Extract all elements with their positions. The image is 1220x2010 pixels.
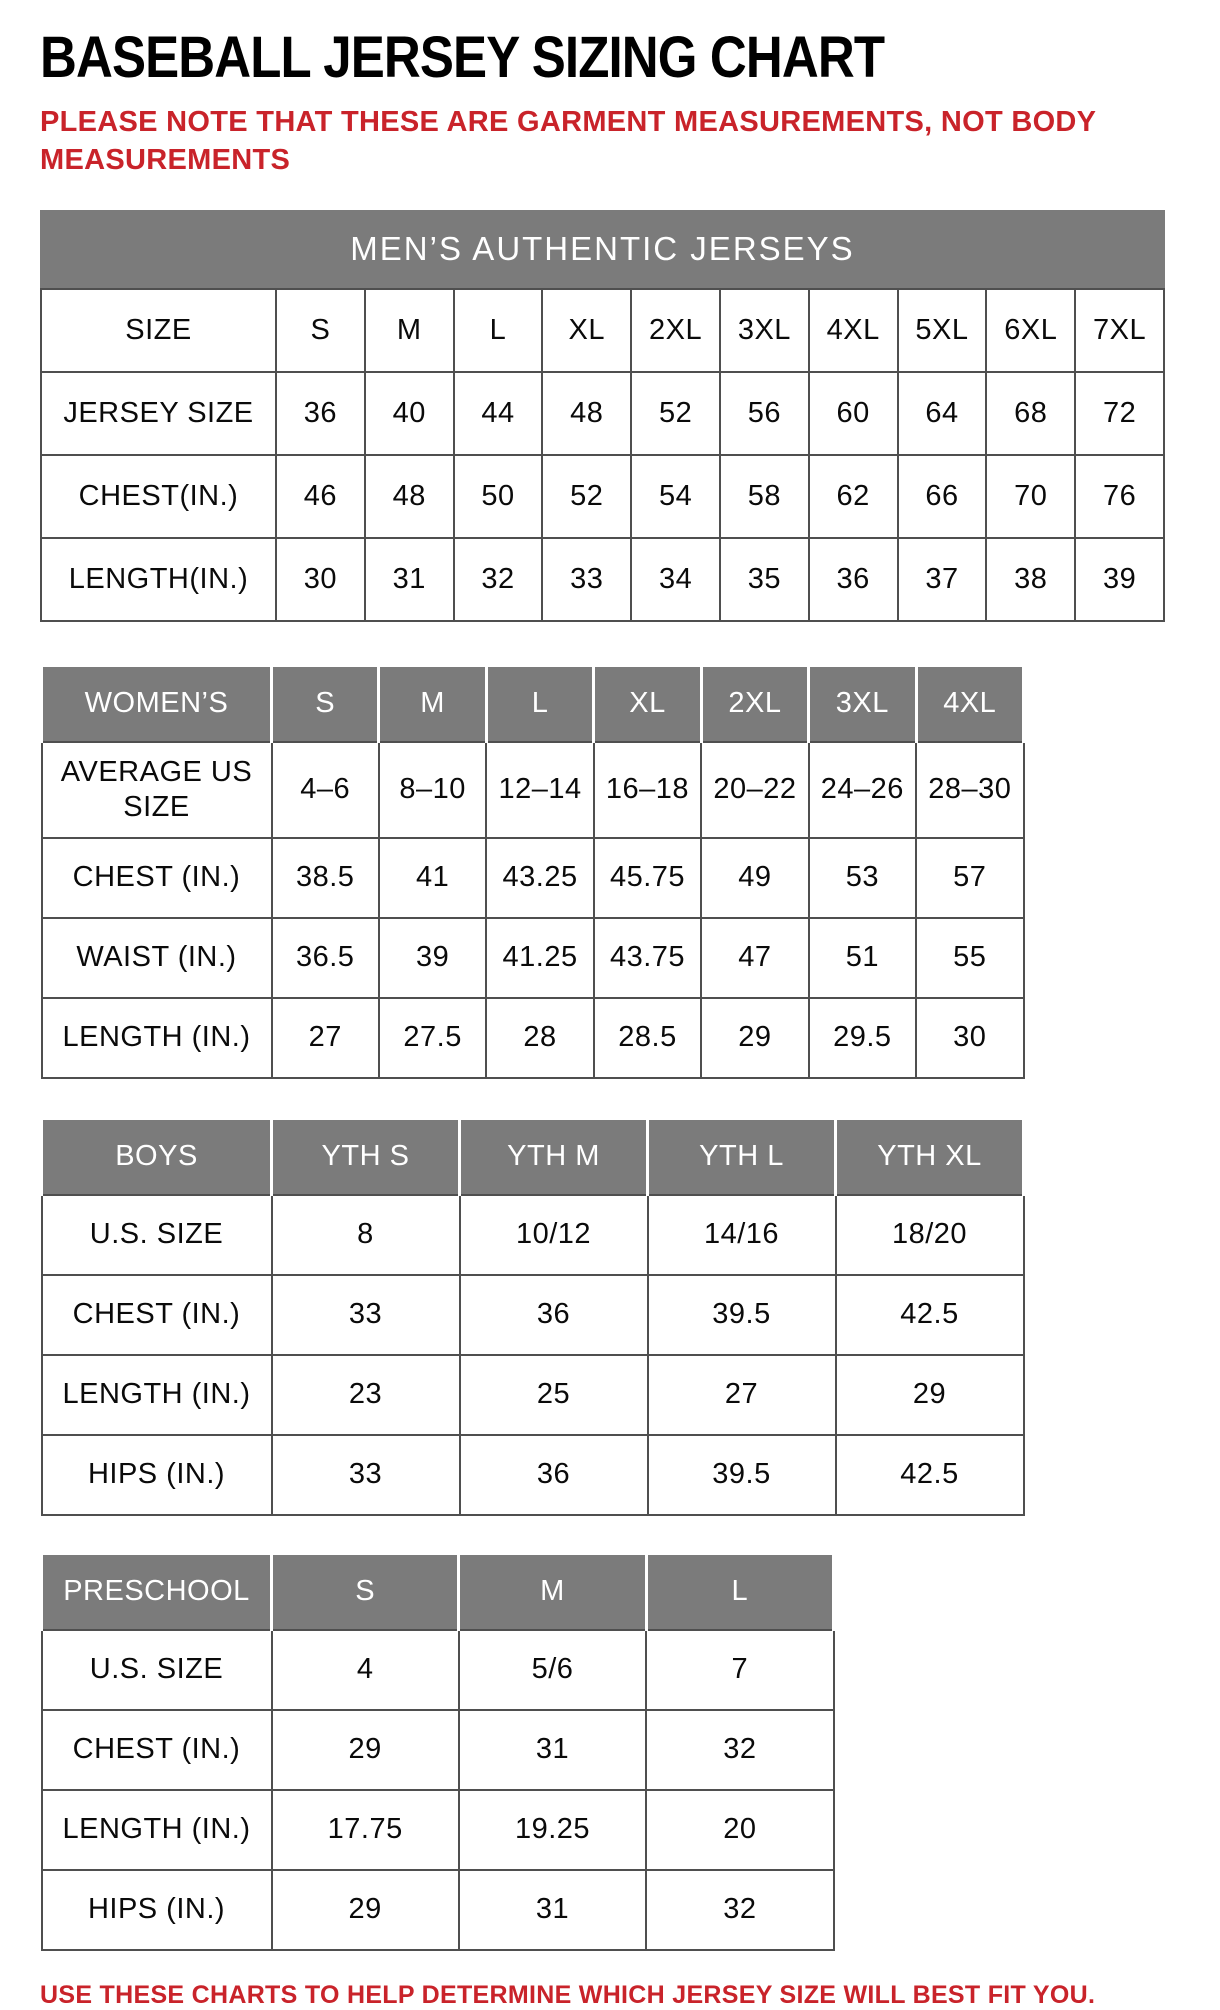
table-cell: 36.5: [272, 918, 379, 998]
table-cell: 28: [486, 998, 593, 1078]
table-cell: 3XL: [720, 289, 809, 372]
header-row-label: PRESCHOOL: [42, 1553, 272, 1630]
column-header: S: [272, 1553, 459, 1630]
row-label: LENGTH(IN.): [41, 538, 276, 621]
table-cell: 68: [986, 372, 1075, 455]
column-header: L: [486, 665, 593, 742]
table-cell: 38: [986, 538, 1075, 621]
table-cell: 31: [365, 538, 454, 621]
table-cell: 48: [365, 455, 454, 538]
column-header: 4XL: [916, 665, 1023, 742]
table-cell: 42.5: [836, 1275, 1024, 1355]
table-cell: 7XL: [1075, 289, 1164, 372]
table-cell: 28.5: [594, 998, 701, 1078]
table-cell: 25: [460, 1355, 648, 1435]
row-label: HIPS (IN.): [42, 1870, 272, 1950]
row-label: CHEST (IN.): [42, 1275, 272, 1355]
table-cell: 36: [276, 372, 365, 455]
row-label: HIPS (IN.): [42, 1435, 272, 1515]
table-cell: 62: [809, 455, 898, 538]
column-header: 3XL: [809, 665, 916, 742]
measurement-note-line2: MEASUREMENTS: [40, 144, 291, 177]
table-cell: 76: [1075, 455, 1164, 538]
table-cell: 4–6: [272, 742, 379, 838]
table-row: [42, 1435, 1024, 1515]
table-row: [42, 1790, 834, 1870]
preschool-table: [40, 1552, 835, 1951]
table-row: [41, 455, 1164, 538]
table-cell: 29: [272, 1710, 459, 1790]
table-cell: 27.5: [379, 998, 486, 1078]
table-cell: 43.75: [594, 918, 701, 998]
row-label: CHEST (IN.): [42, 838, 272, 918]
row-label: CHEST(IN.): [41, 455, 276, 538]
column-header: M: [459, 1553, 646, 1630]
table-cell: 35: [720, 538, 809, 621]
table-cell: 41.25: [486, 918, 593, 998]
table-cell: 34: [631, 538, 720, 621]
column-header: M: [379, 665, 486, 742]
table-cell: 5XL: [898, 289, 987, 372]
table-cell: 46: [276, 455, 365, 538]
row-label: AVERAGE US SIZE: [42, 742, 272, 838]
mens-table-banner: MEN’S AUTHENTIC JERSEYS: [40, 210, 1165, 288]
table-cell: 31: [459, 1870, 646, 1950]
table-cell: 40: [365, 372, 454, 455]
footer-note: USE THESE CHARTS TO HELP DETERMINE WHICH JERSEY SIZE WILL BEST FIT YOU.: [40, 1980, 1096, 2009]
table-cell: 41: [379, 838, 486, 918]
table-row: [41, 372, 1164, 455]
mens-table: [40, 288, 1165, 622]
table-cell: 32: [454, 538, 543, 621]
row-label: U.S. SIZE: [42, 1630, 272, 1710]
table-cell: 45.75: [594, 838, 701, 918]
table-row: [41, 538, 1164, 621]
table-cell: 64: [898, 372, 987, 455]
table-cell: 20: [646, 1790, 833, 1870]
table-cell: 51: [809, 918, 916, 998]
table-cell: 17.75: [272, 1790, 459, 1870]
header-row: [42, 665, 1024, 742]
table-row: [42, 1275, 1024, 1355]
table-cell: 29: [836, 1355, 1024, 1435]
womens-sizing-table-section: [40, 664, 1180, 1079]
header-row-label: WOMEN’S: [42, 665, 272, 742]
table-cell: 37: [898, 538, 987, 621]
table-cell: 60: [809, 372, 898, 455]
table-cell: 33: [272, 1275, 460, 1355]
column-header: 2XL: [701, 665, 808, 742]
table-cell: 39.5: [648, 1435, 836, 1515]
table-cell: 57: [916, 838, 1023, 918]
table-cell: 27: [648, 1355, 836, 1435]
table-cell: 18/20: [836, 1195, 1024, 1275]
table-cell: 14/16: [648, 1195, 836, 1275]
column-header: YTH S: [272, 1118, 460, 1195]
table-cell: L: [454, 289, 543, 372]
table-cell: 58: [720, 455, 809, 538]
boys-sizing-table-section: [40, 1117, 1180, 1516]
table-cell: 8: [272, 1195, 460, 1275]
womens-table: [40, 664, 1025, 1079]
table-cell: 20–22: [701, 742, 808, 838]
table-cell: 47: [701, 918, 808, 998]
table-cell: 19.25: [459, 1790, 646, 1870]
table-cell: 23: [272, 1355, 460, 1435]
table-row: [42, 1710, 834, 1790]
table-cell: 27: [272, 998, 379, 1078]
table-cell: XL: [542, 289, 631, 372]
table-cell: 56: [720, 372, 809, 455]
table-cell: 36: [809, 538, 898, 621]
column-header: YTH L: [648, 1118, 836, 1195]
table-cell: 50: [454, 455, 543, 538]
table-cell: 43.25: [486, 838, 593, 918]
row-label: CHEST (IN.): [42, 1710, 272, 1790]
table-cell: 4XL: [809, 289, 898, 372]
table-cell: 29.5: [809, 998, 916, 1078]
table-cell: 33: [272, 1435, 460, 1515]
row-label: JERSEY SIZE: [41, 372, 276, 455]
page-title: BASEBALL JERSEY SIZING CHART: [40, 25, 885, 90]
column-header: YTH XL: [836, 1118, 1024, 1195]
table-cell: 48: [542, 372, 631, 455]
table-row: [42, 742, 1024, 838]
table-cell: 29: [701, 998, 808, 1078]
measurement-note-line1: PLEASE NOTE THAT THESE ARE GARMENT MEASUREMENTS, NOT BODY: [40, 106, 1097, 138]
table-cell: 39: [379, 918, 486, 998]
mens-sizing-table-section: [40, 210, 1180, 622]
table-cell: 5/6: [459, 1630, 646, 1710]
table-cell: 12–14: [486, 742, 593, 838]
table-cell: 6XL: [986, 289, 1075, 372]
row-label: WAIST (IN.): [42, 918, 272, 998]
column-header: XL: [594, 665, 701, 742]
table-cell: M: [365, 289, 454, 372]
table-cell: 30: [276, 538, 365, 621]
table-cell: 32: [646, 1870, 833, 1950]
table-row: [42, 918, 1024, 998]
table-cell: 16–18: [594, 742, 701, 838]
column-header: YTH M: [460, 1118, 648, 1195]
table-cell: 2XL: [631, 289, 720, 372]
table-cell: 44: [454, 372, 543, 455]
column-header: L: [646, 1553, 833, 1630]
table-cell: 30: [916, 998, 1023, 1078]
table-cell: 33: [542, 538, 631, 621]
table-cell: 66: [898, 455, 987, 538]
header-row: [42, 1118, 1024, 1195]
table-cell: 4: [272, 1630, 459, 1710]
table-cell: 72: [1075, 372, 1164, 455]
row-label: LENGTH (IN.): [42, 998, 272, 1078]
table-cell: 52: [542, 455, 631, 538]
table-row: [42, 838, 1024, 918]
table-row: [42, 998, 1024, 1078]
measurement-note: [40, 103, 1180, 180]
table-row: [42, 1355, 1024, 1435]
table-row: [42, 1630, 834, 1710]
column-header: S: [272, 665, 379, 742]
row-label: LENGTH (IN.): [42, 1355, 272, 1435]
table-cell: 32: [646, 1710, 833, 1790]
row-label: SIZE: [41, 289, 276, 372]
preschool-sizing-table-section: [40, 1552, 1180, 1951]
header-row: [42, 1553, 834, 1630]
table-cell: 24–26: [809, 742, 916, 838]
table-cell: 28–30: [916, 742, 1023, 838]
table-cell: 36: [460, 1435, 648, 1515]
table-cell: 55: [916, 918, 1023, 998]
table-cell: 42.5: [836, 1435, 1024, 1515]
table-cell: 70: [986, 455, 1075, 538]
table-cell: 8–10: [379, 742, 486, 838]
table-row: [41, 289, 1164, 372]
table-cell: 39.5: [648, 1275, 836, 1355]
table-cell: 36: [460, 1275, 648, 1355]
table-cell: 38.5: [272, 838, 379, 918]
table-row: [42, 1195, 1024, 1275]
table-cell: 39: [1075, 538, 1164, 621]
row-label: LENGTH (IN.): [42, 1790, 272, 1870]
table-cell: 52: [631, 372, 720, 455]
table-cell: 10/12: [460, 1195, 648, 1275]
row-label: U.S. SIZE: [42, 1195, 272, 1275]
table-cell: 53: [809, 838, 916, 918]
table-cell: 49: [701, 838, 808, 918]
table-cell: 29: [272, 1870, 459, 1950]
table-row: [42, 1870, 834, 1950]
header-row-label: BOYS: [42, 1118, 272, 1195]
table-cell: S: [276, 289, 365, 372]
table-cell: 31: [459, 1710, 646, 1790]
table-cell: 7: [646, 1630, 833, 1710]
table-cell: 54: [631, 455, 720, 538]
boys-table: [40, 1117, 1025, 1516]
